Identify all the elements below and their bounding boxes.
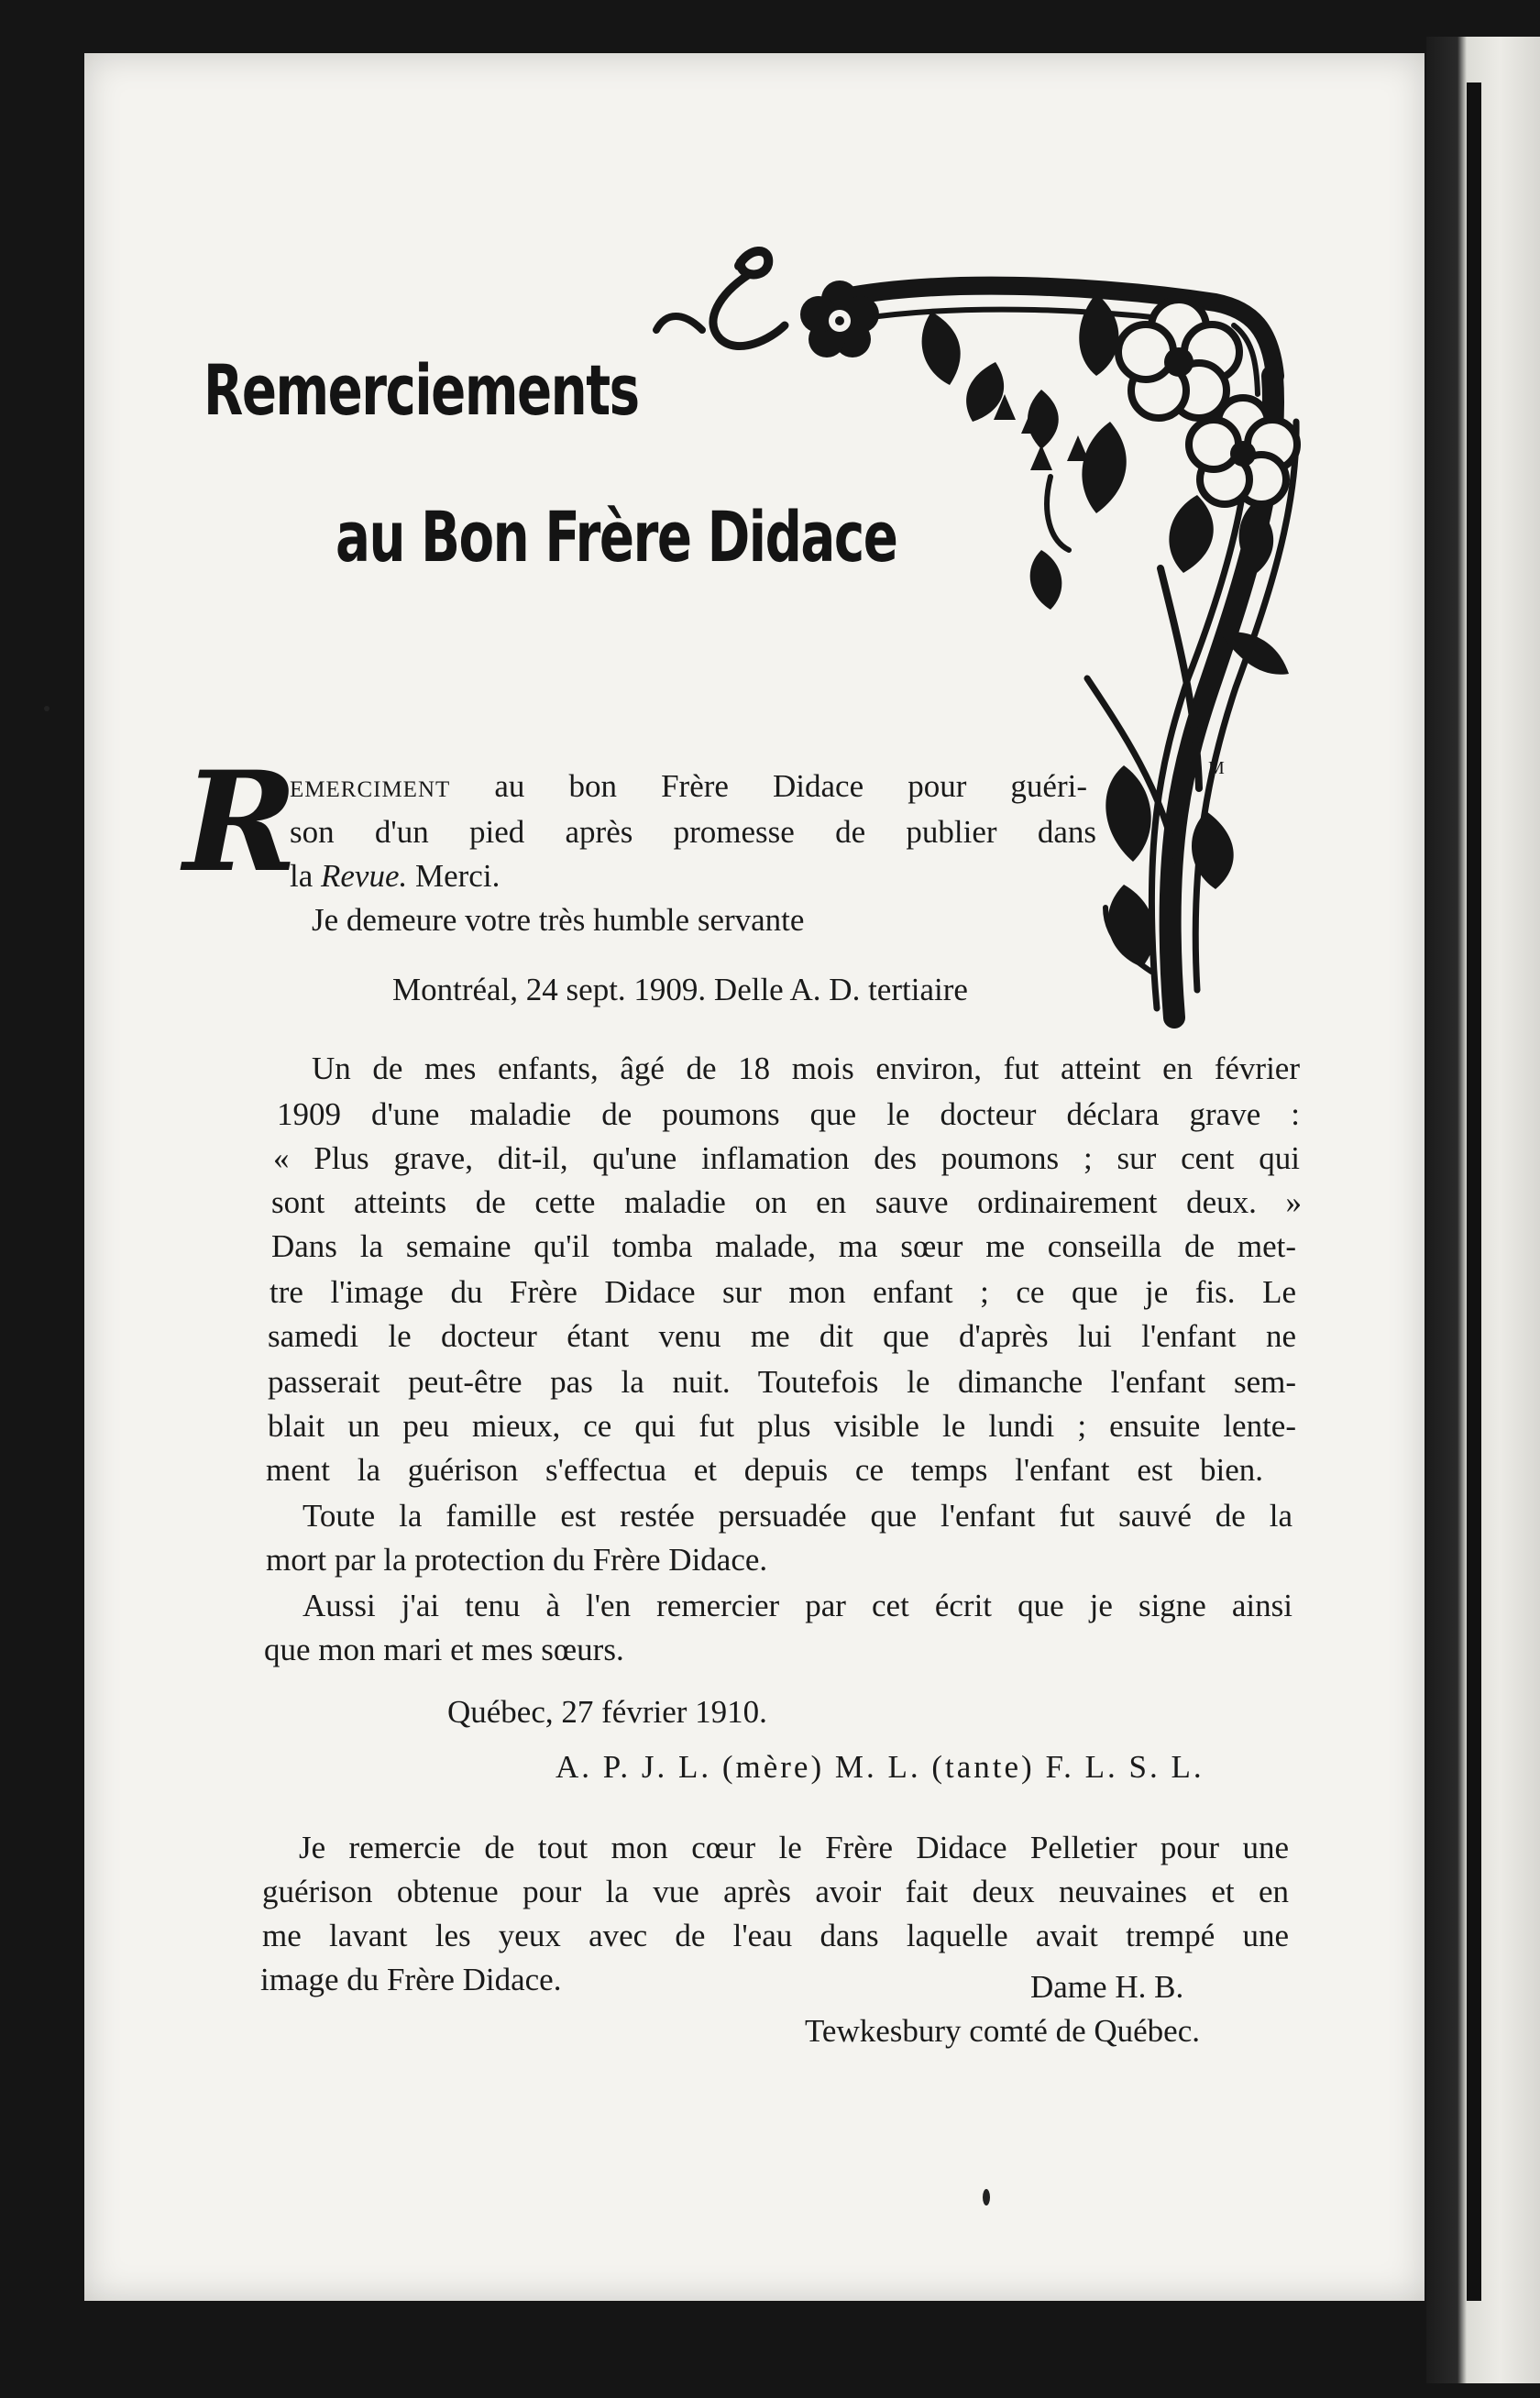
letter1-closing: Je demeure votre très humble servante <box>312 902 805 938</box>
drop-cap: R <box>183 742 298 903</box>
letter2-line-3: « Plus grave, dit-il, qu'une inflamation des poumons ; sur cent qui <box>273 1140 1300 1176</box>
letter2-line-10: ment la guérison s'effectua et depuis ce temps l'enfant est bien. <box>266 1452 1263 1488</box>
letter1-line-2: son d'un pied après promesse de publier dans <box>290 814 1096 850</box>
page-title-line-1: Remerciements <box>204 349 639 431</box>
letter3-line-2: guérison obtenue pour la vue après avoir fait deux neuvaines et en <box>262 1874 1289 1909</box>
ink-speck <box>983 2189 990 2206</box>
letter2-line-12: mort par la protection du Frère Didace. <box>266 1542 768 1578</box>
letter3-signature-name: Dame H. B. <box>1030 1969 1184 2005</box>
letter2-line-13: Aussi j'ai tenu à l'en remercier par cet écrit que je signe ainsi <box>302 1588 1292 1623</box>
letter3-line-3: me lavant les yeux avec de l'eau dans laquelle avait trempé une <box>262 1918 1289 1953</box>
ink-speck <box>44 706 50 711</box>
letter1-signature: Montréal, 24 sept. 1909. Delle A. D. tertiaire <box>392 972 968 1007</box>
letter2-line-1: Un de mes enfants, âgé de 18 mois environ, fut atteint en février <box>312 1050 1300 1086</box>
letter2-line-7: samedi le docteur étant venu me dit que d'après lui l'enfant ne <box>268 1318 1296 1354</box>
ornament-artist-initials: M <box>1208 758 1225 778</box>
letter2-signatories: A. P. J. L. (mère) M. L. (tante) F. L. S. L. <box>556 1749 1204 1785</box>
page-title-line-2: au Bon Frère Didace <box>336 496 897 578</box>
letter2-line-6: tre l'image du Frère Didace sur mon enfant ; ce que je fis. Le <box>270 1274 1296 1310</box>
letter1-line-1 <box>290 770 1087 802</box>
letter2-line-4: sont atteints de cette maladie on en sauve ordinairement deux. » <box>271 1184 1302 1220</box>
letter1-line-3 <box>290 860 500 892</box>
letter3-signature-place: Tewkesbury comté de Québec. <box>805 2013 1200 2049</box>
letter3-line-4: image du Frère Didace. <box>260 1962 562 1997</box>
letter2-place-date: Québec, 27 février 1910. <box>447 1694 767 1730</box>
letter1-line-1-rest: au bon Frère Didace pour guéri- <box>494 768 1088 804</box>
revue-title: Revue. <box>321 858 408 894</box>
letter2-line-5: Dans la semaine qu'il tomba malade, ma sœur me conseilla de met- <box>271 1228 1296 1264</box>
letter1-line-3-suffix: Merci. <box>407 858 500 894</box>
letter2-line-9: blait un peu mieux, ce qui fut plus visible le lundi ; ensuite lente- <box>268 1408 1296 1444</box>
letter2-line-11: Toute la famille est restée persuadée que l'enfant fut sauvé de la <box>302 1498 1292 1534</box>
letter3-line-1: Je remercie de tout mon cœur le Frère Didace Pelletier pour une <box>299 1830 1289 1865</box>
letter2-line-8: passerait peut-être pas la nuit. Toutefois le dimanche l'enfant sem- <box>268 1364 1296 1400</box>
letter2-line-2: 1909 d'une maladie de poumons que le docteur déclara grave : <box>277 1096 1300 1132</box>
letter1-line-3-prefix: la <box>290 858 322 894</box>
letter2-line-14: que mon mari et mes sœurs. <box>264 1632 624 1667</box>
next-page-edge <box>1426 37 1540 2383</box>
page-fold-shadow <box>1467 82 1481 2301</box>
opening-word: emerciment <box>290 768 451 804</box>
